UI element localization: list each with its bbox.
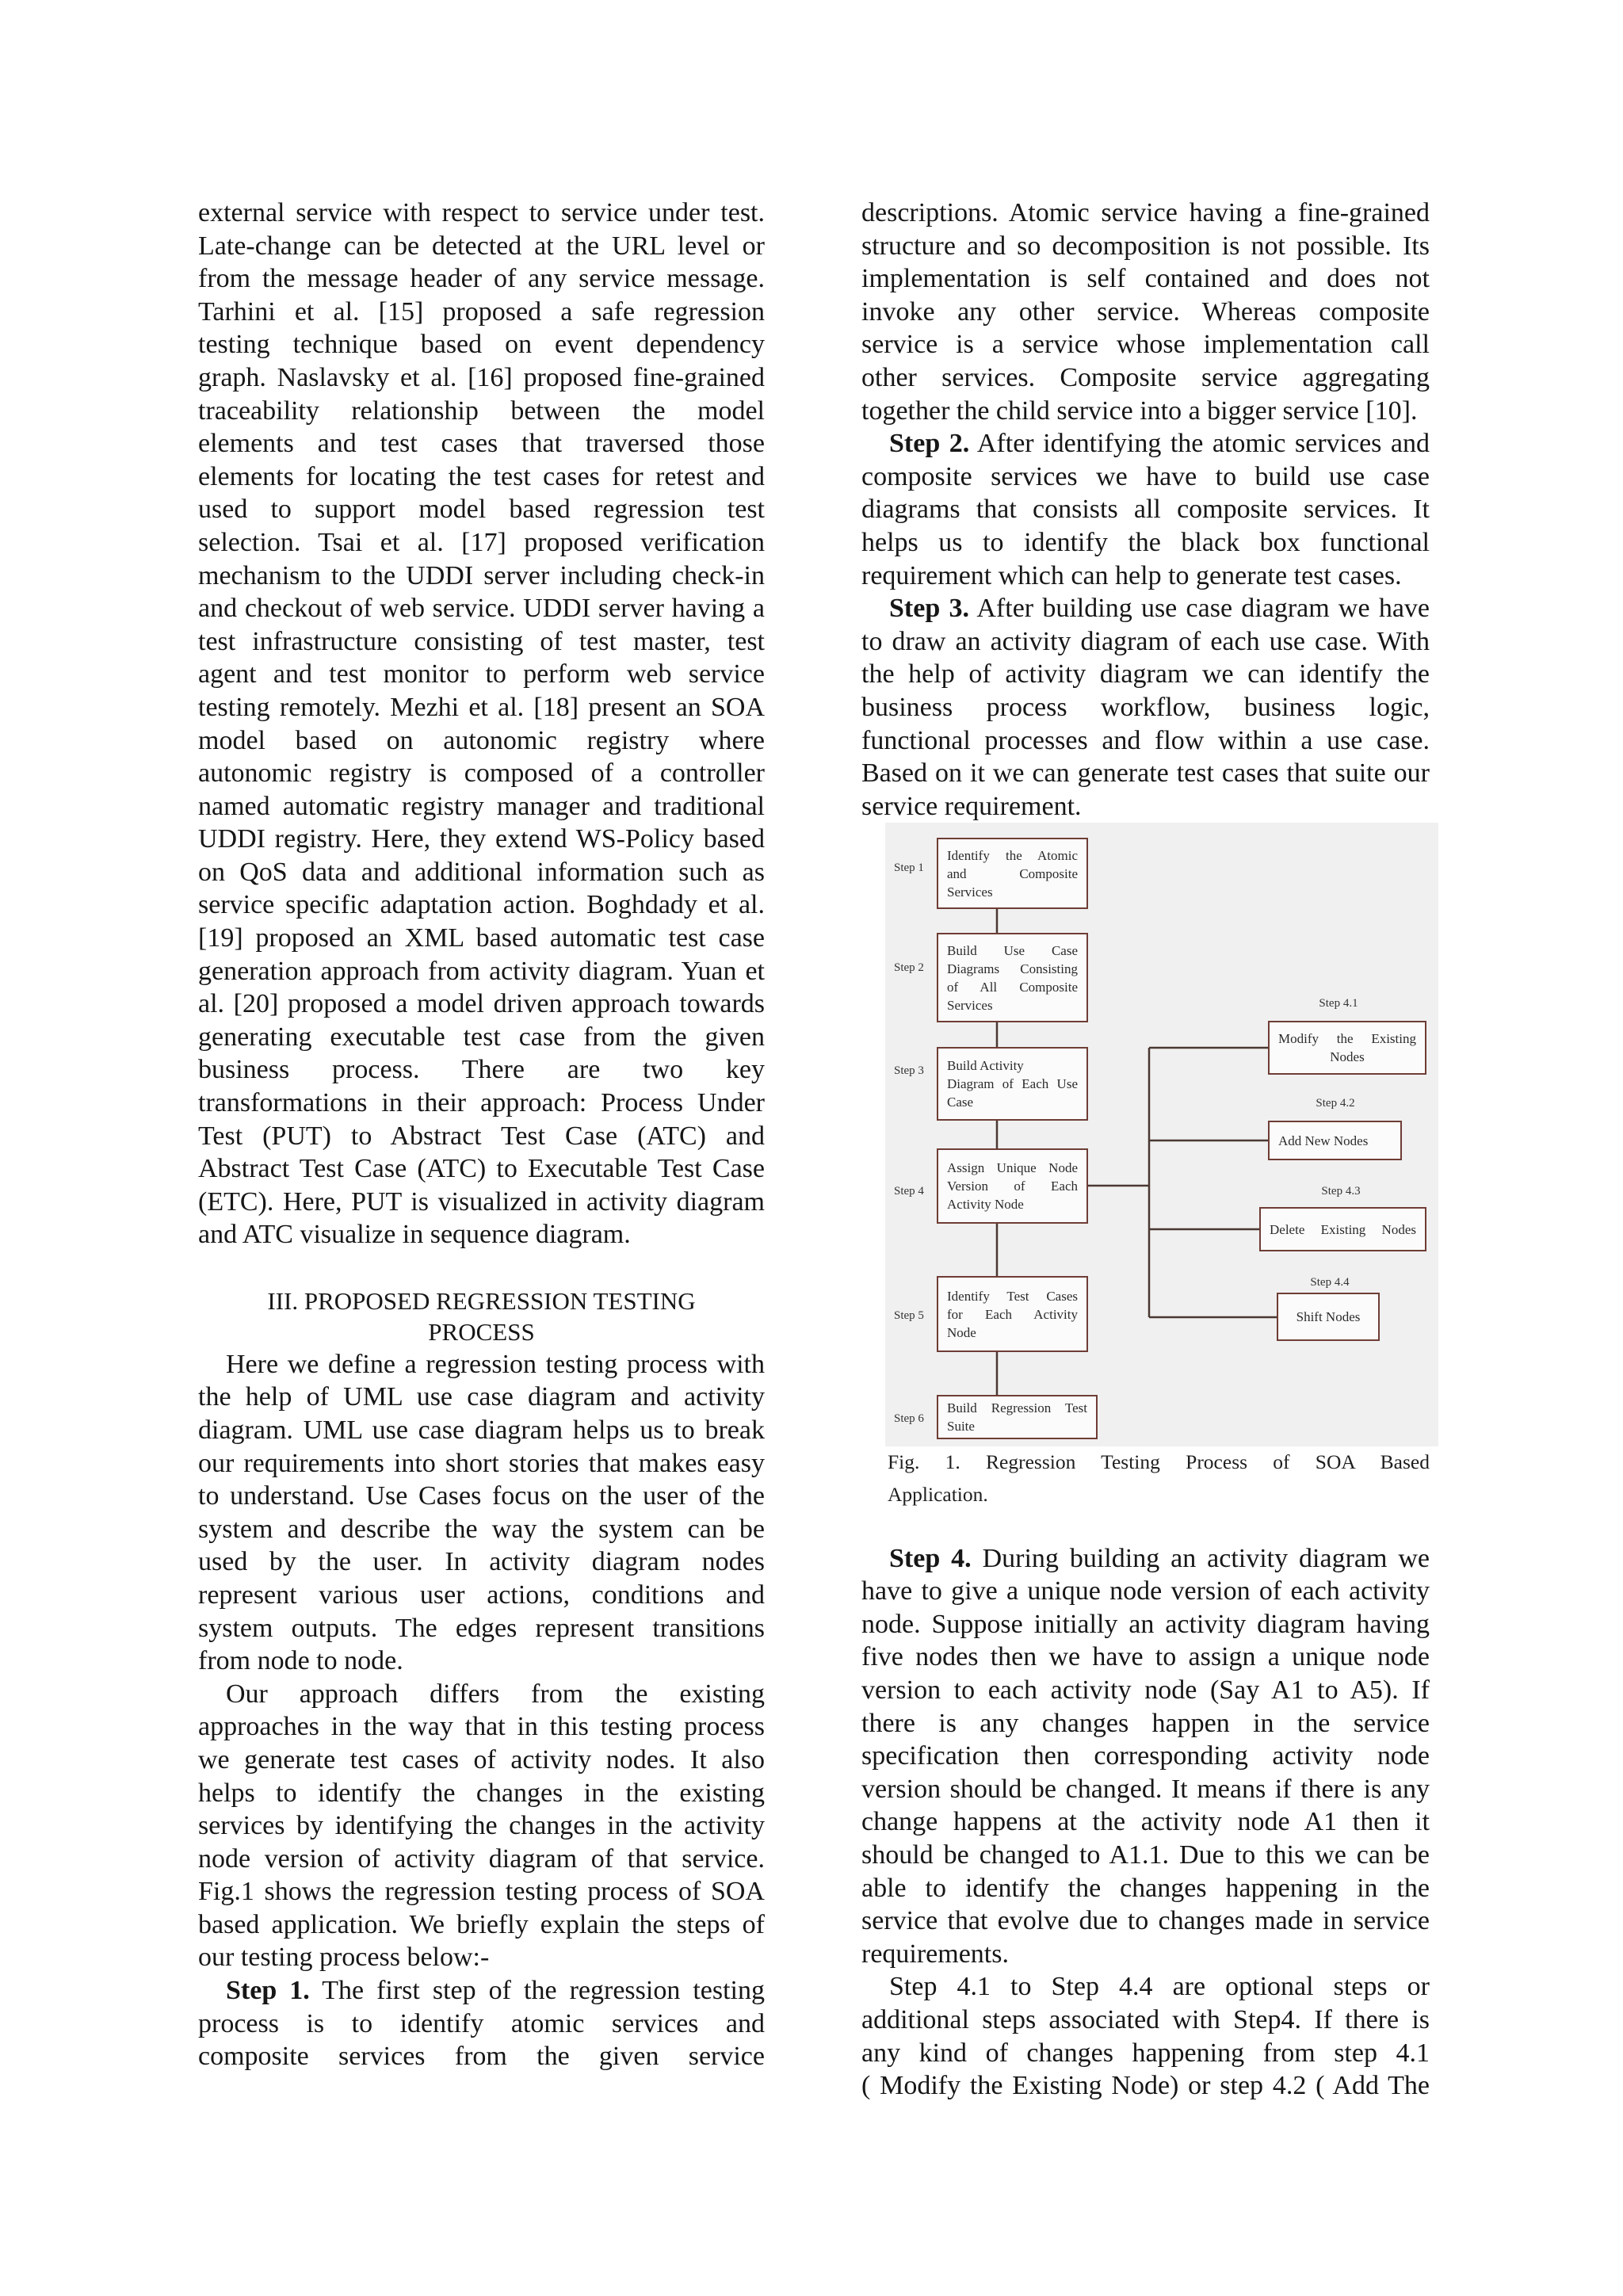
text-line: Test (PUT) to Abstract Test Case (ATC) and [198,1121,765,1151]
step-lead: Step 4. [889,1543,972,1573]
text-line: requirement which can help to generate test cases. [861,560,1402,590]
text-line: composite services we have to build use case [861,461,1430,491]
box-text: Shift Nodes [1296,1309,1361,1325]
step-lead: Step 2. [889,429,970,459]
text-line: requirements. [861,1939,1009,1969]
flowchart-box-step-4-3 [1259,1207,1426,1251]
text-line: mechanism to the UDDI server including check-in [198,560,765,590]
box-text: Activity Node [947,1197,1024,1213]
text-line: process is to identify atomic services and [198,2008,765,2038]
step-lead: Step 1. [226,1976,310,2006]
text-line: [19] proposed an XML based automatic test case [198,923,765,953]
line-text: During building an activity diagram we [982,1543,1430,1573]
text-line: our testing process below:- [198,1943,490,1973]
text-line: al. [20] proposed a model driven approach towards [198,989,765,1019]
text-line: Late-change can be detected at the URL level or [198,231,765,261]
substep-label: Step 4.3 [1321,1185,1361,1198]
text-line: helps to identify the changes in the existing [198,1778,765,1808]
flowchart-box-step-4-4 [1277,1293,1380,1341]
text-line: autonomic registry is composed of a controller [198,758,765,789]
figure-caption [861,1446,1430,1511]
substep-label: Step 4.2 [1316,1097,1355,1110]
caption-line: Fig. 1. Regression Testing Process of SOA Based [888,1450,1430,1474]
text-line: and ATC visualize in sequence diagram. [198,1220,631,1250]
step-label: Step 5 [894,1309,924,1323]
box-text: Identify the Atomic [947,847,1078,863]
text-line: transformations in their approach: Process Under [198,1088,765,1118]
flowchart-box-step-4-2 [1268,1121,1402,1160]
text-line: node. Suppose initially an activity diagram having [861,1609,1430,1639]
text-line: traceability relationship between the model [198,395,765,426]
text-line: implementation is self contained and does not [861,264,1430,294]
text-line: business process workflow, business logic, [861,692,1430,722]
text-line: able to identify the changes happening in the [861,1873,1430,1903]
paragraph-approach [198,1678,765,1974]
text-line: change happens at the activity node A1 then it [861,1807,1430,1837]
section-heading [198,1286,765,1348]
text-line: version should be changed. It means if there is any [861,1774,1430,1804]
text-line: Here we define a regression testing process with [226,1349,765,1379]
text-line: testing remotely. Mezhi et al. [18] present an SOA [198,692,765,722]
step-lead: Step 3. [889,594,969,624]
text-line: used by the user. In activity diagram nodes [198,1547,765,1577]
text-line: additional steps associated with Step4. If there is [861,2004,1430,2034]
text-line: external service with respect to service under test. [198,198,765,227]
paragraph-step-4 [861,1542,1430,1971]
box-text: Suite [947,1419,975,1435]
text-line: generating executable test case from the given [198,1022,765,1052]
text-line: test infrastructure consisting of test master, test [198,626,765,656]
box-text: Node [947,1324,976,1340]
text-line: service that evolve due to changes made in service [861,1906,1430,1936]
paragraph-optional-steps [861,1970,1430,2102]
text-line: approaches in the way that in this testing process [198,1712,765,1742]
line-text: The first step of the regression testing [322,1976,766,2006]
text-line: the help of activity diagram we can identify the [861,659,1430,690]
step-label: Step 1 [894,861,924,875]
text-line: Tarhini et al. [15] proposed a safe regression [198,296,765,327]
box-text: Build Activity [947,1058,1024,1074]
text-line: service is a service whose implementation call [861,330,1430,360]
line-text: After building use case diagram we have [976,594,1430,624]
box-text: Identify Test Cases [947,1288,1078,1304]
text-line: there is any changes happen in the service [861,1708,1430,1738]
box-text: Build Regression Test [947,1400,1087,1416]
line-text: After identifying the atomic services and [976,429,1430,459]
box-text: Build Use Case [947,942,1078,958]
text-line: diagrams that consists all composite services. It [861,495,1430,525]
text-line: Our approach differs from the existing [226,1679,765,1709]
text-line: version to each activity node (Say A1 to A5). If [861,1675,1430,1706]
text-line: selection. Tsai et al. [17] proposed verification [198,527,765,557]
text-line: represent various user actions, conditions and [198,1580,765,1610]
text-line: should be changed to A1.1. Due to this we can be [861,1840,1430,1870]
text-line: generation approach from activity diagram. Yuan et [198,956,765,986]
paragraph-step-1 [198,1974,765,2073]
text-line: we generate test cases of activity nodes. It also [198,1744,765,1775]
text-line: business process. There are two key [198,1055,765,1085]
flowchart-box-step-3 [937,1047,1088,1121]
flowchart-figure [885,823,1438,1446]
text-line: agent and test monitor to perform web service [198,659,765,690]
text-line: elements and test cases that traversed those [198,429,765,459]
box-text: Diagrams Consisting [947,961,1078,976]
box-text: Services [947,997,993,1013]
text-line: five nodes then we have to assign a unique node [861,1642,1430,1672]
flowchart-box-step-4 [937,1148,1088,1224]
text-line: to understand. Use Cases focus on the user of the [198,1481,765,1511]
text-line: diagram. UML use case diagram helps us to break [198,1415,765,1445]
text-line: Fig.1 shows the regression testing process of SOA [198,1877,765,1907]
text-line: the help of UML use case diagram and activity [198,1382,765,1412]
text-line: specification then corresponding activity node [861,1741,1430,1771]
text-line: from node to node. [198,1646,403,1676]
paragraph-step-3 [861,592,1430,823]
caption-line: Application. [888,1482,988,1506]
text-line: our requirements into short stories that makes easy [198,1448,765,1478]
text-line: helps us to identify the black box functional [861,527,1430,557]
text-line: graph. Naslavsky et al. [16] proposed fine-grained [198,362,765,392]
text-line: Based on it we can generate test cases that suite our [861,758,1430,789]
flowchart-box-step-6 [937,1395,1098,1439]
text-line: descriptions. Atomic service having a fine-grained [861,198,1430,227]
text-line [861,1542,1430,1576]
text-line: model based on autonomic registry where [198,725,765,755]
text-line [198,1974,765,2008]
text-line: Abstract Test Case (ATC) to Executable Test Case [198,1154,765,1184]
text-line: to draw an activity diagram of each use case. With [861,626,1430,656]
box-text: Add New Nodes [1278,1133,1369,1148]
text-line: Step 4.1 to Step 4.4 are optional steps or [889,1972,1430,2002]
box-text: Diagram of Each Use [947,1076,1078,1092]
box-text: for Each Activity [947,1306,1078,1322]
text-line: invoke any other service. Whereas composite [861,296,1430,327]
paragraph-step-1-continued [861,197,1430,427]
substep-label: Step 4.4 [1310,1276,1350,1289]
box-text: and Composite [947,865,1078,881]
text-line [861,427,1430,460]
text-line: other services. Composite service aggregating [861,362,1430,392]
text-line: ( Modify the Existing Node) or step 4.2 ( Add The [861,2071,1430,2101]
left-column [198,197,765,2073]
paragraph-intro [198,1348,765,1678]
text-line: together the child service into a bigger service [10]. [861,395,1418,426]
box-text: Modify the Existing [1278,1031,1416,1047]
box-text: Case [947,1095,974,1110]
substep-label: Step 4.1 [1319,997,1358,1010]
text-line: have to give a unique node version of each activity [861,1576,1430,1606]
step-label: Step 3 [894,1064,924,1078]
text-line: and checkout of web service. UDDI server having a [198,594,765,624]
text-line: based application. We briefly explain the steps of [198,1909,765,1939]
right-column [861,197,1430,2103]
text-line: (ETC). Here, PUT is visualized in activity diagram [198,1186,765,1217]
text-line: elements for locating the test cases for retest and [198,461,765,491]
text-line: testing technique based on event dependency [198,330,765,360]
box-text: Version of Each [947,1179,1078,1194]
flowchart-box-step-5 [937,1276,1088,1352]
step-label: Step 4 [894,1185,924,1198]
text-line: UDDI registry. Here, they extend WS-Policy based [198,824,765,854]
section-heading-line-2: PROCESS [428,1317,535,1346]
flowchart-box-step-4-1 [1268,1021,1426,1075]
text-line: used to support model based regression test [198,495,765,525]
text-line: services by identifying the changes in the activity [198,1811,765,1841]
text-line: node version of activity diagram of that service. [198,1843,765,1874]
text-line: service requirement. [861,791,1082,821]
box-text: Nodes [1330,1049,1365,1065]
text-line [861,592,1430,625]
step-label: Step 6 [894,1412,924,1426]
flowchart-box-step-1 [937,838,1088,909]
text-line: system and describe the way the system can be [198,1514,765,1544]
step-label: Step 2 [894,961,924,975]
box-text: Assign Unique Node [947,1160,1078,1176]
text-line: on QoS data and additional information such as [198,857,765,887]
box-text: Services [947,884,993,900]
box-text: Delete Existing Nodes [1270,1221,1416,1237]
text-line: from the message header of any service message. [198,264,765,294]
paragraph-step-2 [861,427,1430,592]
box-text: of All Composite [947,979,1078,995]
flowchart-box-step-2 [937,933,1088,1022]
text-line: named automatic registry manager and traditional [198,791,765,821]
text-line: system outputs. The edges represent transitions [198,1613,765,1643]
text-line: composite services from the given service [198,2042,765,2072]
text-line: functional processes and flow within a use case. [861,725,1430,755]
paragraph-related-work [198,197,765,1251]
text-line: any kind of changes happening from step 4.1 [861,2038,1430,2068]
text-line: service specific adaptation action. Boghdady et al. [198,890,765,920]
text-line: structure and so decomposition is not possible. Its [861,231,1430,261]
section-heading-line-1: III. PROPOSED REGRESSION TESTING [267,1287,696,1315]
